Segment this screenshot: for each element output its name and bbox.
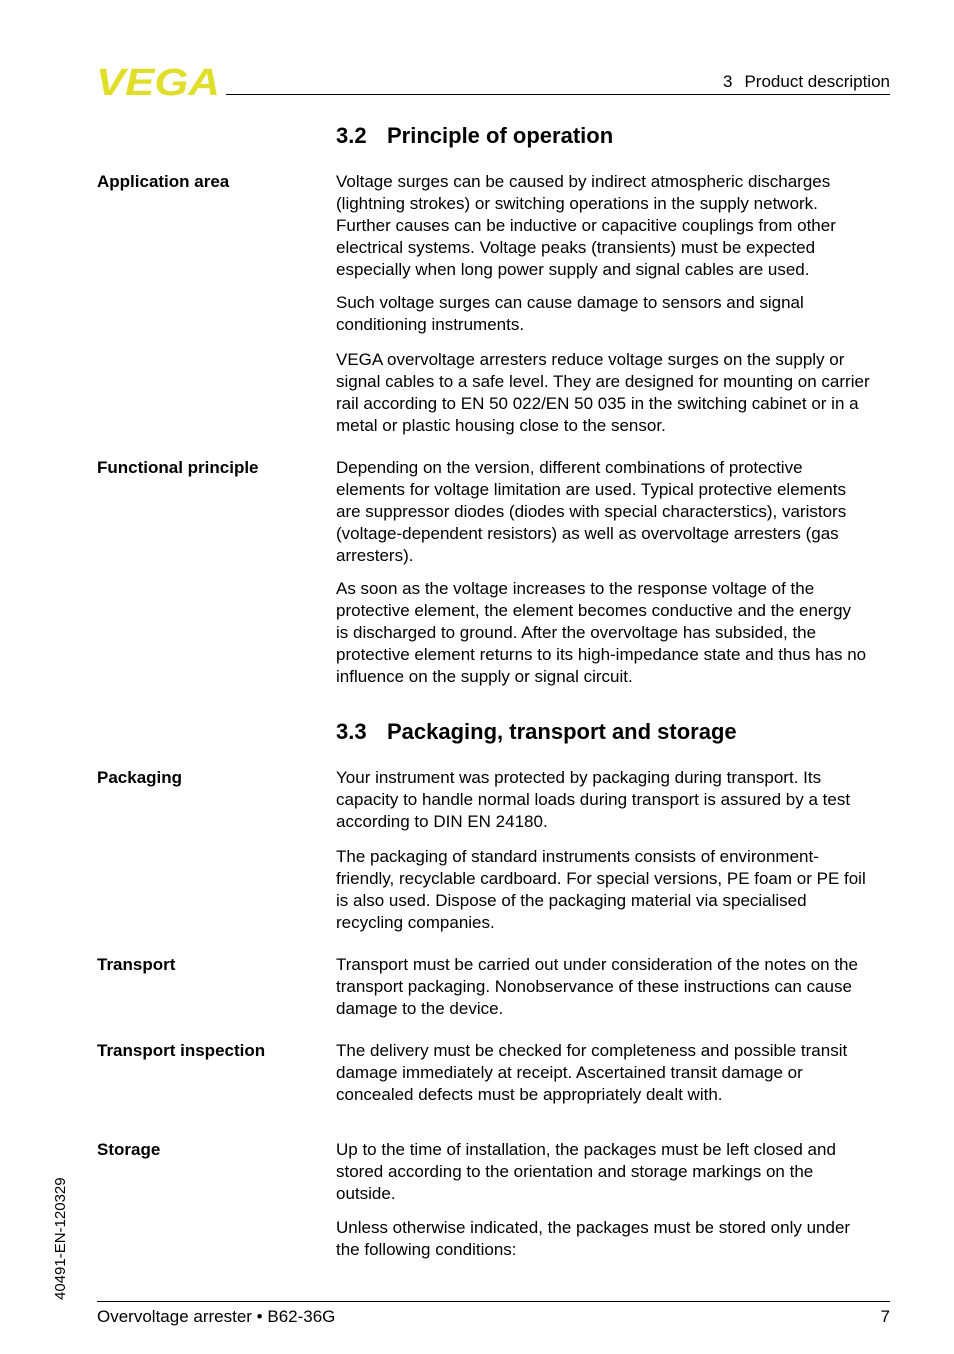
footer-doc-title: Overvoltage arrester • B62-36G — [97, 1307, 336, 1326]
section-heading-principle — [336, 123, 613, 149]
label-transport-inspection: Transport inspection — [97, 1041, 266, 1060]
paragraph: Unless otherwise indicated, the packages must be stored only under the following conditions: — [336, 1218, 851, 1259]
section-title: Packaging, transport and storage — [387, 719, 737, 744]
paragraph: Depending on the version, different combinations of protective elements for voltage limitation are used. Typical protective elements are suppressor diodes (diodes with special characterstics), varistors (voltage-dependent resistors) as well as overvoltage arresters (gas arresters). — [336, 458, 847, 565]
label-storage: Storage — [97, 1140, 161, 1159]
label-packaging: Packaging — [97, 768, 183, 787]
paragraph: Up to the time of installation, the packages must be left closed and stored according to the orientation and storage markings on the outside. — [336, 1140, 836, 1203]
section-heading-packaging — [336, 719, 737, 745]
footer-rule — [97, 1301, 890, 1302]
label-application-area: Application area — [97, 172, 230, 191]
paragraph: The packaging of standard instruments consists of environment- friendly, recyclable cardboard. For special versions, PE foam or PE foil is also used. Dispose of the packaging material via specialised recycling companies. — [336, 847, 866, 932]
section-number: 3.3 — [336, 719, 367, 744]
chapter-title: Product description — [744, 72, 890, 91]
chapter-header — [723, 72, 890, 92]
section-title: Principle of operation — [387, 123, 614, 148]
page-number: 7 — [880, 1307, 890, 1326]
paragraph: Transport must be carried out under consideration of the notes on the transport packaging. Nonobservance of these instructions can cause damage to the device. — [336, 955, 858, 1018]
paragraph: Such voltage surges can cause damage to sensors and signal conditioning instruments. — [336, 293, 804, 334]
paragraph: VEGA overvoltage arresters reduce voltage surges on the supply or signal cables to a safe level. They are designed for mounting on carrier rail according to EN 50 022/EN 50 035 in the switching cabinet or in a metal or plastic housing close to the sensor. — [336, 350, 870, 435]
chapter-number: 3 — [723, 72, 733, 91]
vega-logo — [96, 66, 220, 97]
paragraph: Voltage surges can be caused by indirect atmospheric discharges (lightning strokes) or switching operations in the supply network. Further causes can be inductive or capacitive couplings from other electrical systems. Voltage peaks (transients) must be expected especially when long power supply and signal cables are used. — [336, 172, 836, 279]
label-transport: Transport — [97, 955, 176, 974]
paragraph: The delivery must be checked for completeness and possible transit damage immediately at receipt. Ascertained transit damage or concealed defects must be appropriately dealt with. — [336, 1041, 848, 1104]
paragraph: Your instrument was protected by packaging during transport. Its capacity to handle normal loads during transport is assured by a test according to DIN EN 24180. — [336, 768, 851, 831]
document-code: 40491-EN-120329 — [52, 1177, 69, 1300]
paragraph: As soon as the voltage increases to the response voltage of the protective element, the element becomes conductive and the energy is discharged to ground. After the overvoltage has subsided, the protective element returns to its high-impedance state and thus has no influence on the supply or signal circuit. — [336, 579, 867, 686]
section-number: 3.2 — [336, 123, 367, 148]
svg-text:VEGA: VEGA — [96, 66, 220, 97]
header-rule — [226, 94, 890, 95]
label-functional-principle: Functional principle — [97, 458, 259, 477]
